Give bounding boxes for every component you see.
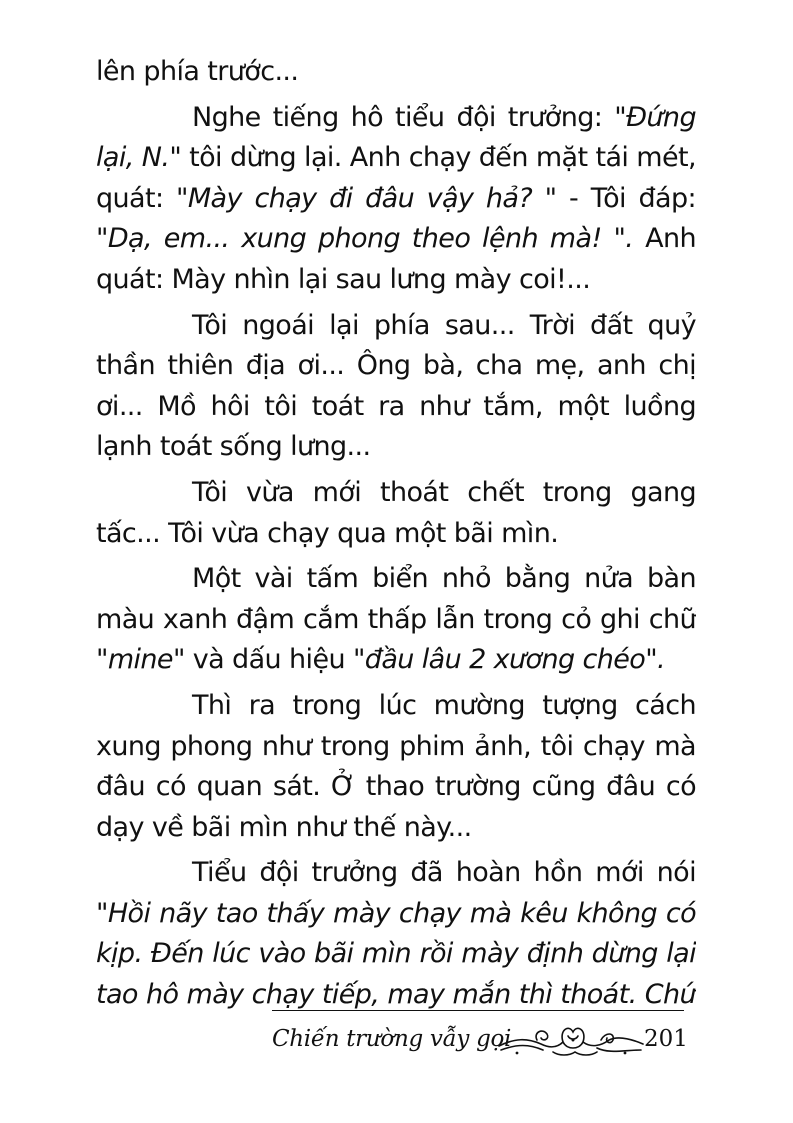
text-line: "Hồi nãy tao thấy mày chạy mà kêu không có <box>96 897 696 929</box>
text-line: tấc... Tôi vừa chạy qua một bãi mìn. <box>96 517 559 549</box>
text-line <box>96 179 696 220</box>
quote-run: "Dạ, em... xung phong theo lệnh mà! ". <box>96 223 634 255</box>
quote-run: "Đứng <box>614 101 696 133</box>
text-line: thần thiên địa ơi... Ông bà, cha mẹ, anh chị <box>96 350 696 382</box>
text-line: tao hô mày chạy tiếp, may mắn thì thoát. Chứ <box>96 979 696 1011</box>
vine-ornament-icon <box>497 1020 645 1060</box>
text-line: Một vài tấm biển nhỏ bằng nửa bàn <box>192 563 696 595</box>
text-line <box>96 138 696 179</box>
text-line: Thì ra trong lúc mường tượng cách <box>192 689 696 721</box>
text-line: lên phía trước... <box>96 56 299 87</box>
text-line: màu xanh đậm cắm thấp lẫn trong cỏ ghi chữ <box>96 603 696 635</box>
quote-run: "đầu lâu 2 xương chéo". <box>352 644 666 676</box>
text-line: dạy về bãi mìn như thế này... <box>96 811 472 843</box>
page-number: 201 <box>644 1026 688 1052</box>
quote-run: "Mày chạy đi đâu vậy hả? " <box>176 182 557 214</box>
text-line: Tôi vừa mới thoát chết trong gang <box>192 476 696 508</box>
text-line: Tôi ngoái lại phía sau... Trời đất quỷ <box>192 309 696 341</box>
text-line <box>96 640 696 681</box>
book-title: Chiến trường vẫy gọi <box>272 1026 512 1052</box>
text-line <box>96 219 696 260</box>
text-line: quát: Mày nhìn lại sau lưng mày coi!... <box>96 263 591 295</box>
text-run: tôi dừng lại. Anh chạy đến mặt tái mét, <box>181 142 696 174</box>
page-footer <box>272 1008 692 1068</box>
text-line: kịp. Đến lúc vào bãi mìn rồi mày định dừng lại <box>96 938 696 970</box>
text-run: Anh <box>645 223 696 255</box>
text-line: Tiểu đội trưởng đã hoàn hồn mới nói <box>192 857 696 889</box>
text-line: ơi... Mồ hôi tôi toát ra như tắm, một luồng <box>96 390 696 422</box>
text-run: - Tôi đáp: <box>556 182 696 214</box>
text-line: xung phong như trong phim ảnh, tôi chạy mà <box>96 730 696 762</box>
body-text <box>96 52 696 1016</box>
text-run: Nghe tiếng hô tiểu đội trưởng: <box>192 101 615 133</box>
text-run: và dấu hiệu <box>184 644 353 676</box>
text-line: lạnh toát sống lưng... <box>96 431 371 463</box>
text-line <box>96 98 696 139</box>
footer-rule <box>272 1010 684 1011</box>
quote-run: "mine" <box>96 644 185 676</box>
text-run: quát: <box>96 182 177 214</box>
text-line: đâu có quan sát. Ở thao trường cũng đâu có <box>96 771 696 803</box>
quote-run: lại, N." <box>96 142 182 174</box>
